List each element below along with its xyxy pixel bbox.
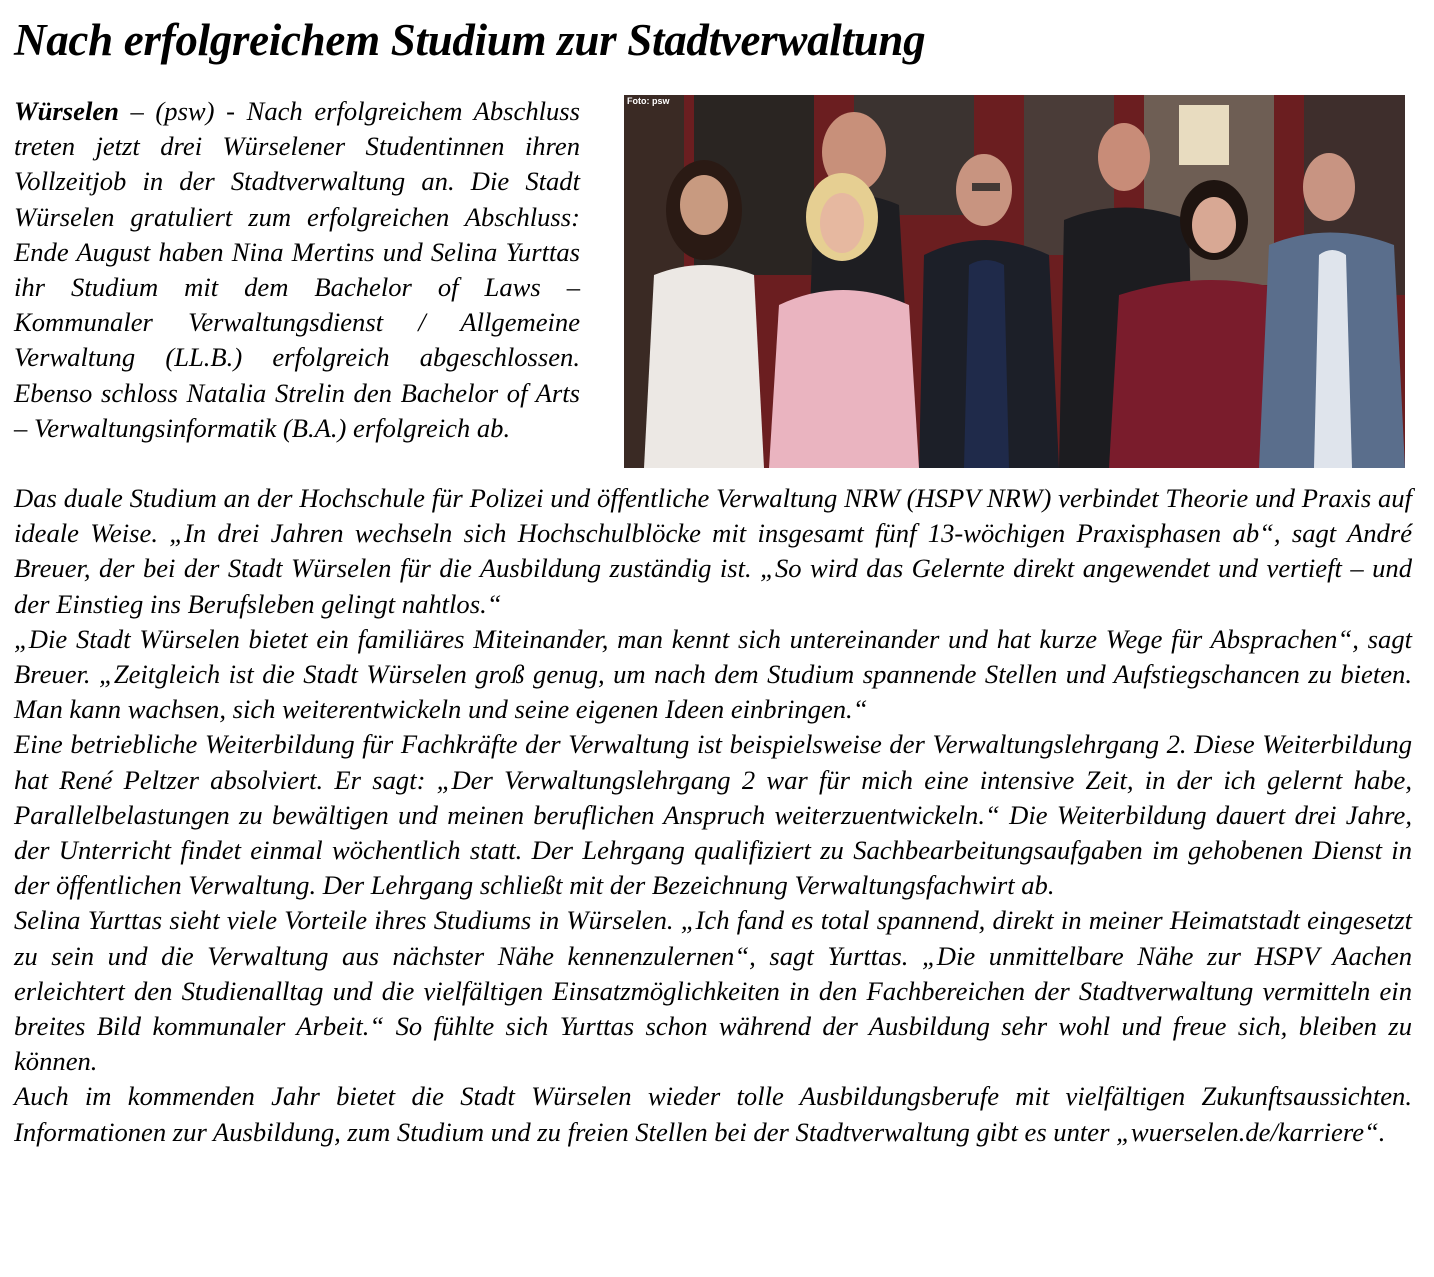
group-photo-illustration (624, 95, 1405, 468)
paragraph: Auch im kommenden Jahr bietet die Stadt Würselen wieder tolle Ausbildungsberufe mit vielfältigen Zukunftsaussichten. Informationen zur Ausbildung, zum Studium und zu freien Stellen bei der Stadtverwaltung gibt es unter „wuerselen.de/karriere“. (14, 1081, 1412, 1147)
paragraph: Selina Yurttas sieht viele Vorteile ihres Studiums in Würselen. „Ich fand es total spannend, direkt in meiner Heimatstadt eingesetzt zu sein und die Verwaltung aus nächster Nähe kennenzulernen“, sagt Yurttas. „Die unmittelbare Nähe zur HSPV Aachen erleichtert den Studienalltag und die vielfältigen Einsatzmöglichkeiten in den Fachbereichen der Stadtverwaltung vermitteln ein breites Bild kommunaler Arbeit.“ So fühlte sich Yurttas schon während der Ausbildung sehr wohl und freue sich, bleiben zu können. (14, 905, 1412, 1077)
lead-paragraph (14, 94, 580, 446)
article-photo (624, 95, 1405, 468)
dateline: Würselen (14, 96, 119, 126)
photo-credit: Foto: psw (627, 96, 670, 106)
headline: Nach erfolgreichem Studium zur Stadtverwaltung (14, 15, 926, 65)
lead-text: – (psw) - Nach erfolgreichem Abschluss treten jetzt drei Würselener Studentinnen ihren Vollzeitjob in der Stadtverwaltung an. Die Stadt Würselen gratuliert zum erfolgreichen Abschluss: Ende August haben Nina Mertins und Selina Yurttas ihr Studium mit dem Bachelor of Laws – Kommunaler Verwaltungsdienst / Allgemeine Verwaltung (LL.B.) erfolgreich abgeschlossen. Ebenso schloss Natalia Strelin den Bachelor of Arts – Verwaltungsinformatik (B.A.) erfolgreich ab. (14, 96, 580, 443)
paragraph: „Die Stadt Würselen bietet ein familiäres Miteinander, man kennt sich untereinander und hat kurze Wege für Absprachen“, sagt Breuer. „Zeitgleich ist die Stadt Würselen groß genug, um nach dem Studium spannende Stellen und Aufstiegschancen zu bieten. Man kann wachsen, sich weiterentwickeln und seine eigenen Ideen einbringen.“ (14, 623, 1412, 725)
paragraph: Eine betriebliche Weiterbildung für Fachkräfte der Verwaltung ist beispielsweise der Verwaltungslehrgang 2. Diese Weiterbildung hat René Peltzer absolviert. Er sagt: „Der Verwaltungslehrgang 2 war für mich eine intensive Zeit, in der ich gelernt habe, Parallelbelastungen zu bewältigen und meinen beruflichen Anspruch weiterzuentwickeln.“ Die Weiterbildung dauert drei Jahre, der Unterricht findet einmal wöchentlich statt. Der Lehrgang qualifiziert zu Sachbearbeitungsaufgaben im gehobenen Dienst in der öffentlichen Verwaltung. Der Lehrgang schließt mit der Bezeichnung Verwaltungsfachwirt ab. (14, 729, 1412, 901)
article-body (14, 481, 1412, 1150)
paragraph: Das duale Studium an der Hochschule für Polizei und öffentliche Verwaltung NRW (HSPV NRW) verbindet Theorie und Praxis auf ideale Weise. „In drei Jahren wechseln sich Hochschulblöcke mit insgesamt fünf 13-wöchigen Praxisphasen ab“, sagt André Breuer, der bei der Stadt Würselen für die Ausbildung zuständig ist. „So wird das Gelernte direkt angewendet und vertieft – und der Einstieg ins Berufsleben gelingt nahtlos.“ (14, 483, 1412, 619)
lead-column (14, 94, 580, 446)
